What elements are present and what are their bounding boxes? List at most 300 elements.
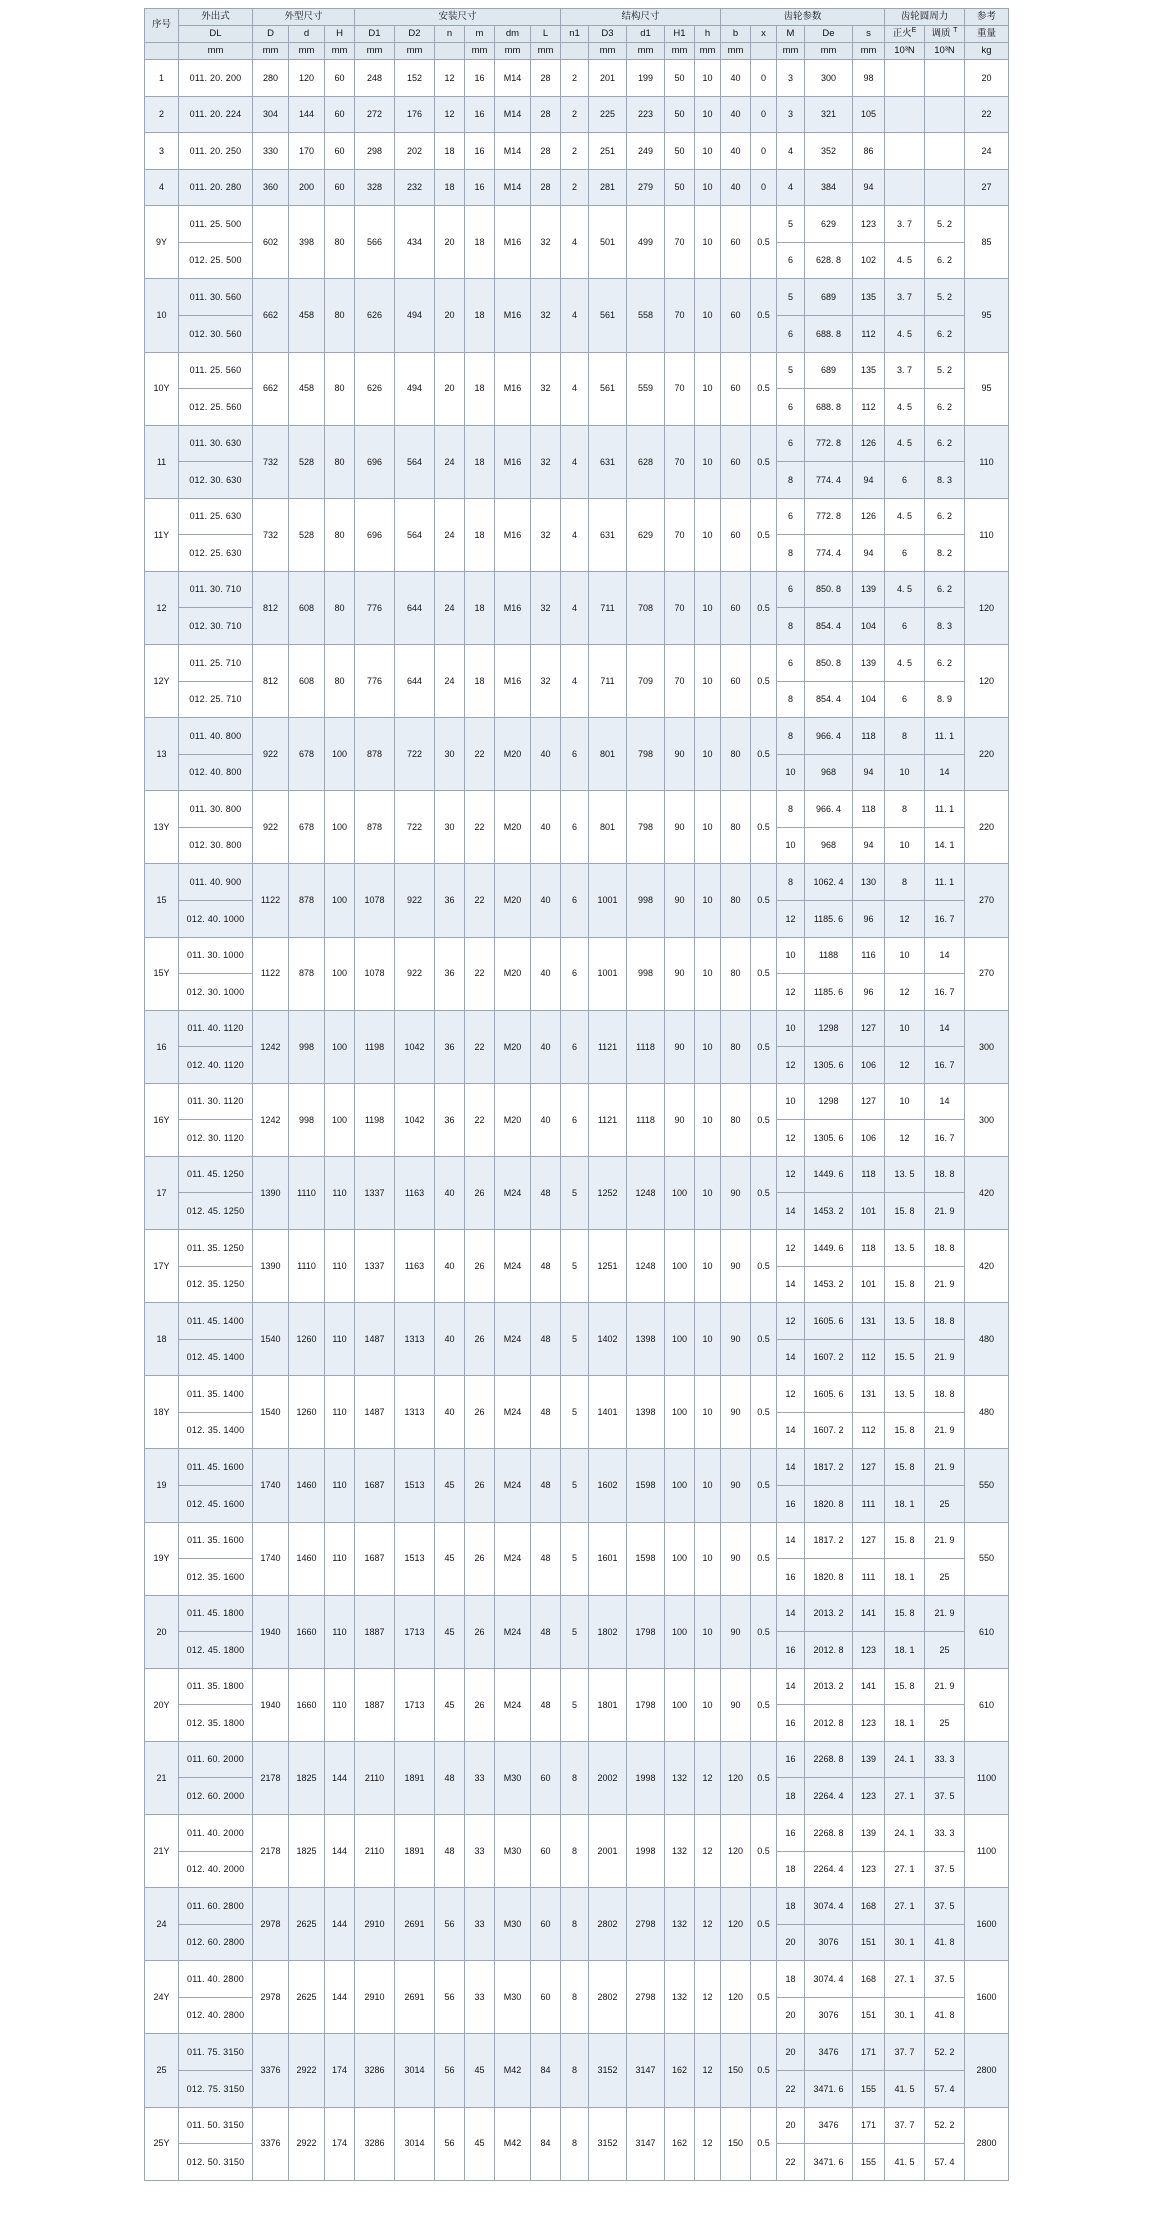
cell-M: 8: [777, 681, 805, 718]
cell-n: 40: [435, 1156, 465, 1229]
cell-De: 689: [805, 352, 853, 389]
cell-dl: 011. 40. 1120: [179, 1010, 253, 1047]
cell-weight: 120: [965, 645, 1009, 718]
cell-x: 0: [751, 96, 777, 133]
cell-f2: 14: [925, 937, 965, 974]
cell-s: 126: [853, 425, 885, 462]
cell-D1: 2910: [355, 1888, 395, 1961]
cell-L: 32: [531, 279, 561, 352]
cell-h: 12: [695, 1741, 721, 1814]
cell-s: 171: [853, 2107, 885, 2144]
cell-f2: 11. 1: [925, 718, 965, 755]
cell-dm: M16: [495, 498, 531, 571]
cell-De: 2012. 8: [805, 1705, 853, 1742]
cell-M: 8: [777, 718, 805, 755]
cell-D1: 1487: [355, 1376, 395, 1449]
cell-dm: M20: [495, 864, 531, 937]
cell-L: 32: [531, 645, 561, 718]
cell-D2: 1713: [395, 1668, 435, 1741]
cell-H1: 90: [665, 791, 695, 864]
cell-f2: 6. 2: [925, 425, 965, 462]
cell-n1: 4: [561, 498, 589, 571]
cell-m: 16: [465, 60, 495, 97]
unit-cell: mm: [495, 43, 531, 60]
cell-dl: 012. 35. 1250: [179, 1266, 253, 1303]
cell-M: 8: [777, 535, 805, 572]
cell-b: 80: [721, 1083, 751, 1156]
table-row: [145, 1741, 1009, 1778]
cell-m: 16: [465, 96, 495, 133]
cell-f1: 30. 1: [885, 1997, 925, 2034]
cell-De: 1188: [805, 937, 853, 974]
cell-f1: 4. 5: [885, 571, 925, 608]
cell-d1: 2798: [627, 1961, 665, 2034]
cell-f2: 33. 3: [925, 1741, 965, 1778]
cell-s: 111: [853, 1559, 885, 1596]
cell-D2: 1163: [395, 1230, 435, 1303]
cell-D3: 1121: [589, 1083, 627, 1156]
cell-dm: M14: [495, 96, 531, 133]
cell-h: 10: [695, 425, 721, 498]
cell-dl: 012. 40. 2800: [179, 1997, 253, 2034]
cell-m: 22: [465, 1010, 495, 1083]
cell-x: 0: [751, 133, 777, 170]
table-row: [145, 1815, 1009, 1852]
cell-f1: 37. 7: [885, 2107, 925, 2144]
cell-f1: 3. 7: [885, 352, 925, 389]
cell-s: 171: [853, 2034, 885, 2071]
cell-D3: 561: [589, 352, 627, 425]
table-row: [145, 864, 1009, 901]
cell-d1: 223: [627, 96, 665, 133]
column-header: H1: [665, 26, 695, 43]
cell-f1: 10: [885, 1010, 925, 1047]
cell-D2: 2691: [395, 1961, 435, 2034]
cell-h: 10: [695, 206, 721, 279]
cell-De: 966. 4: [805, 791, 853, 828]
cell-f1: 13. 5: [885, 1376, 925, 1413]
cell-D2: 564: [395, 425, 435, 498]
cell-H1: 50: [665, 96, 695, 133]
unit-cell: mm: [179, 43, 253, 60]
cell-D: 304: [253, 96, 289, 133]
cell-D1: 1198: [355, 1083, 395, 1156]
cell-D: 2178: [253, 1741, 289, 1814]
cell-weight: 85: [965, 206, 1009, 279]
cell-d1: 998: [627, 937, 665, 1010]
cell-M: 14: [777, 1412, 805, 1449]
cell-M: 12: [777, 974, 805, 1011]
table-row: [145, 1230, 1009, 1267]
cell-f1: [885, 133, 925, 170]
cell-f1: 12: [885, 974, 925, 1011]
cell-D2: 722: [395, 718, 435, 791]
cell-x: 0: [751, 169, 777, 206]
cell-s: 94: [853, 827, 885, 864]
row-serial: 17: [145, 1156, 179, 1229]
cell-D3: 631: [589, 425, 627, 498]
cell-x: 0.5: [751, 1376, 777, 1449]
cell-n1: 5: [561, 1156, 589, 1229]
cell-s: 139: [853, 1815, 885, 1852]
group-header: 参考: [965, 9, 1009, 26]
cell-weight: 1600: [965, 1888, 1009, 1961]
cell-dm: M16: [495, 645, 531, 718]
cell-s: 151: [853, 1997, 885, 2034]
unit-cell: [751, 43, 777, 60]
cell-n1: 4: [561, 645, 589, 718]
cell-m: 16: [465, 133, 495, 170]
cell-De: 1820. 8: [805, 1485, 853, 1522]
cell-f1: 10: [885, 754, 925, 791]
cell-f2: 33. 3: [925, 1815, 965, 1852]
cell-De: 1298: [805, 1083, 853, 1120]
cell-dl: 011. 35. 1400: [179, 1376, 253, 1413]
cell-D1: 248: [355, 60, 395, 97]
cell-f2: 21. 9: [925, 1449, 965, 1486]
cell-weight: 550: [965, 1522, 1009, 1595]
cell-D3: 3152: [589, 2034, 627, 2107]
cell-D1: 1887: [355, 1668, 395, 1741]
cell-M: 6: [777, 645, 805, 682]
cell-D: 360: [253, 169, 289, 206]
cell-D2: 152: [395, 60, 435, 97]
cell-n: 20: [435, 206, 465, 279]
unit-cell: mm: [253, 43, 289, 60]
cell-f2: 14. 1: [925, 827, 965, 864]
cell-M: 14: [777, 1595, 805, 1632]
cell-D2: 1513: [395, 1449, 435, 1522]
cell-f1: 15. 8: [885, 1668, 925, 1705]
cell-M: 18: [777, 1961, 805, 1998]
cell-D2: 1513: [395, 1522, 435, 1595]
cell-De: 850. 8: [805, 571, 853, 608]
cell-f2: 5. 2: [925, 206, 965, 243]
cell-d: 1660: [289, 1595, 325, 1668]
column-header: d1: [627, 26, 665, 43]
cell-f2: 41. 8: [925, 1924, 965, 1961]
cell-n1: 2: [561, 96, 589, 133]
cell-D3: 2002: [589, 1741, 627, 1814]
cell-D1: 2110: [355, 1741, 395, 1814]
cell-h: 10: [695, 1010, 721, 1083]
cell-D3: 281: [589, 169, 627, 206]
cell-dl: 012. 50. 3150: [179, 2144, 253, 2181]
cell-f2: 18. 8: [925, 1303, 965, 1340]
cell-M: 6: [777, 389, 805, 426]
cell-f1: 8: [885, 718, 925, 755]
cell-h: 10: [695, 718, 721, 791]
cell-H1: 100: [665, 1230, 695, 1303]
cell-f2: [925, 133, 965, 170]
cell-h: 10: [695, 1156, 721, 1229]
cell-d1: 1798: [627, 1668, 665, 1741]
table-row: [145, 1303, 1009, 1340]
cell-dl: 012. 60. 2000: [179, 1778, 253, 1815]
cell-D: 1740: [253, 1449, 289, 1522]
column-header: DL: [179, 26, 253, 43]
cell-H1: 50: [665, 60, 695, 97]
cell-f1: 13. 5: [885, 1303, 925, 1340]
cell-D1: 1078: [355, 937, 395, 1010]
cell-De: 688. 8: [805, 389, 853, 426]
cell-De: 850. 8: [805, 645, 853, 682]
cell-f1: 10: [885, 827, 925, 864]
cell-L: 60: [531, 1961, 561, 2034]
cell-f2: 41. 8: [925, 1997, 965, 2034]
cell-M: 8: [777, 462, 805, 499]
cell-dl: 012. 35. 1800: [179, 1705, 253, 1742]
cell-D1: 1198: [355, 1010, 395, 1083]
row-serial: 21Y: [145, 1815, 179, 1888]
cell-M: 14: [777, 1522, 805, 1559]
cell-x: 0.5: [751, 571, 777, 644]
row-serial: 16Y: [145, 1083, 179, 1156]
cell-b: 80: [721, 1010, 751, 1083]
group-header: 齿轮参数: [721, 9, 885, 26]
cell-weight: 610: [965, 1595, 1009, 1668]
cell-s: 112: [853, 389, 885, 426]
cell-m: 22: [465, 791, 495, 864]
cell-f1: 13. 5: [885, 1156, 925, 1193]
cell-d: 878: [289, 864, 325, 937]
cell-H: 80: [325, 206, 355, 279]
cell-weight: 27: [965, 169, 1009, 206]
cell-M: 6: [777, 571, 805, 608]
cell-dl: 011. 45. 1250: [179, 1156, 253, 1193]
unit-cell: [561, 43, 589, 60]
cell-De: 321: [805, 96, 853, 133]
cell-M: 8: [777, 791, 805, 828]
cell-h: 10: [695, 498, 721, 571]
unit-cell: mm: [721, 43, 751, 60]
cell-M: 14: [777, 1339, 805, 1376]
cell-M: 12: [777, 1156, 805, 1193]
cell-n1: 5: [561, 1376, 589, 1449]
column-header: De: [805, 26, 853, 43]
cell-s: 130: [853, 864, 885, 901]
cell-dl: 011. 30. 710: [179, 571, 253, 608]
cell-dl: 011. 60. 2000: [179, 1741, 253, 1778]
cell-m: 22: [465, 864, 495, 937]
cell-f1: 18. 1: [885, 1559, 925, 1596]
cell-M: 18: [777, 1778, 805, 1815]
cell-h: 10: [695, 1230, 721, 1303]
cell-D3: 251: [589, 133, 627, 170]
unit-cell: mm: [355, 43, 395, 60]
cell-s: 135: [853, 279, 885, 316]
cell-M: 10: [777, 937, 805, 974]
cell-s: 94: [853, 535, 885, 572]
cell-b: 80: [721, 791, 751, 864]
cell-b: 150: [721, 2107, 751, 2180]
unit-cell: mm: [531, 43, 561, 60]
unit-cell: mm: [395, 43, 435, 60]
cell-weight: 420: [965, 1230, 1009, 1303]
cell-n1: 2: [561, 169, 589, 206]
group-header: 外出式: [179, 9, 253, 26]
cell-f2: 16. 7: [925, 900, 965, 937]
cell-n: 48: [435, 1815, 465, 1888]
cell-L: 84: [531, 2034, 561, 2107]
cell-b: 40: [721, 96, 751, 133]
cell-H: 144: [325, 1888, 355, 1961]
cell-dl: 011. 60. 2800: [179, 1888, 253, 1925]
cell-H: 100: [325, 864, 355, 937]
cell-f1: [885, 60, 925, 97]
cell-dl: 011. 20. 200: [179, 60, 253, 97]
cell-D1: 626: [355, 352, 395, 425]
cell-D2: 232: [395, 169, 435, 206]
cell-s: 155: [853, 2070, 885, 2107]
cell-dm: M14: [495, 60, 531, 97]
cell-h: 12: [695, 2107, 721, 2180]
cell-weight: 1100: [965, 1741, 1009, 1814]
row-serial: 12Y: [145, 645, 179, 718]
cell-m: 26: [465, 1668, 495, 1741]
cell-f1: 24. 1: [885, 1815, 925, 1852]
cell-x: 0.5: [751, 1083, 777, 1156]
row-serial: 17Y: [145, 1230, 179, 1303]
cell-dm: M24: [495, 1595, 531, 1668]
column-header: d: [289, 26, 325, 43]
cell-M: 16: [777, 1559, 805, 1596]
cell-d1: 3147: [627, 2034, 665, 2107]
cell-De: 1605. 6: [805, 1303, 853, 1340]
cell-n: 45: [435, 1595, 465, 1668]
cell-H1: 100: [665, 1668, 695, 1741]
cell-b: 40: [721, 60, 751, 97]
table-row: [145, 791, 1009, 828]
cell-n1: 5: [561, 1668, 589, 1741]
cell-D1: 3286: [355, 2034, 395, 2107]
cell-b: 90: [721, 1156, 751, 1229]
cell-De: 774. 4: [805, 535, 853, 572]
cell-f2: 57. 4: [925, 2144, 965, 2181]
cell-H: 110: [325, 1376, 355, 1449]
cell-De: 3076: [805, 1997, 853, 2034]
cell-n: 18: [435, 133, 465, 170]
cell-D: 812: [253, 645, 289, 718]
table-row: [145, 571, 1009, 608]
cell-d1: 1598: [627, 1522, 665, 1595]
cell-M: 14: [777, 1193, 805, 1230]
cell-dl: 011. 45. 1400: [179, 1303, 253, 1340]
cell-d1: 708: [627, 571, 665, 644]
cell-s: 155: [853, 2144, 885, 2181]
cell-dl: 011. 30. 800: [179, 791, 253, 828]
cell-H: 110: [325, 1595, 355, 1668]
cell-De: 1453. 2: [805, 1266, 853, 1303]
table-row: [145, 96, 1009, 133]
cell-x: 0.5: [751, 1156, 777, 1229]
cell-s: 94: [853, 754, 885, 791]
cell-M: 12: [777, 1376, 805, 1413]
cell-dl: 012. 40. 800: [179, 754, 253, 791]
cell-dl: 011. 35. 1250: [179, 1230, 253, 1267]
cell-L: 40: [531, 791, 561, 864]
cell-M: 12: [777, 1120, 805, 1157]
cell-M: 8: [777, 608, 805, 645]
cell-s: 141: [853, 1595, 885, 1632]
cell-n1: 2: [561, 133, 589, 170]
cell-D: 732: [253, 498, 289, 571]
cell-d: 1825: [289, 1741, 325, 1814]
cell-D: 2978: [253, 1888, 289, 1961]
cell-D2: 644: [395, 645, 435, 718]
cell-D3: 1801: [589, 1668, 627, 1741]
cell-L: 40: [531, 1010, 561, 1083]
cell-f1: 8: [885, 791, 925, 828]
cell-d1: 709: [627, 645, 665, 718]
cell-De: 2013. 2: [805, 1668, 853, 1705]
cell-m: 18: [465, 352, 495, 425]
cell-f2: 5. 2: [925, 279, 965, 316]
cell-dl: 012. 40. 1000: [179, 900, 253, 937]
cell-M: 12: [777, 1303, 805, 1340]
cell-f2: 37. 5: [925, 1888, 965, 1925]
cell-f1: 24. 1: [885, 1741, 925, 1778]
cell-b: 120: [721, 1888, 751, 1961]
cell-d1: 1598: [627, 1449, 665, 1522]
cell-De: 1185. 6: [805, 974, 853, 1011]
cell-D3: 1802: [589, 1595, 627, 1668]
row-serial: 18: [145, 1303, 179, 1376]
cell-De: 2013. 2: [805, 1595, 853, 1632]
cell-De: 1185. 6: [805, 900, 853, 937]
cell-D3: 3152: [589, 2107, 627, 2180]
cell-f1: 15. 8: [885, 1522, 925, 1559]
cell-H: 110: [325, 1156, 355, 1229]
cell-H: 174: [325, 2107, 355, 2180]
cell-dm: M16: [495, 571, 531, 644]
cell-D2: 722: [395, 791, 435, 864]
cell-f2: 8. 9: [925, 681, 965, 718]
cell-s: 112: [853, 1412, 885, 1449]
cell-n: 20: [435, 279, 465, 352]
cell-f2: 6. 2: [925, 242, 965, 279]
cell-f2: 37. 5: [925, 1961, 965, 1998]
cell-D: 1940: [253, 1595, 289, 1668]
cell-L: 32: [531, 498, 561, 571]
cell-De: 3074. 4: [805, 1888, 853, 1925]
table-row: [145, 498, 1009, 535]
cell-n1: 4: [561, 206, 589, 279]
cell-De: 1605. 6: [805, 1376, 853, 1413]
cell-M: 10: [777, 1083, 805, 1120]
cell-h: 10: [695, 937, 721, 1010]
cell-h: 12: [695, 2034, 721, 2107]
table-body: [145, 60, 1009, 2181]
cell-f1: 15. 8: [885, 1595, 925, 1632]
cell-f1: 18. 1: [885, 1632, 925, 1669]
cell-dl: 011. 25. 710: [179, 645, 253, 682]
cell-s: 106: [853, 1120, 885, 1157]
cell-dl: 012. 75. 3150: [179, 2070, 253, 2107]
cell-d1: 249: [627, 133, 665, 170]
cell-D3: 631: [589, 498, 627, 571]
cell-D: 922: [253, 791, 289, 864]
cell-D3: 2001: [589, 1815, 627, 1888]
cell-d: 998: [289, 1083, 325, 1156]
cell-dm: M20: [495, 1010, 531, 1083]
column-header: b: [721, 26, 751, 43]
cell-dl: 011. 50. 3150: [179, 2107, 253, 2144]
cell-De: 300: [805, 60, 853, 97]
cell-x: 0.5: [751, 791, 777, 864]
cell-dl: 011. 35. 1800: [179, 1668, 253, 1705]
cell-H1: 162: [665, 2034, 695, 2107]
